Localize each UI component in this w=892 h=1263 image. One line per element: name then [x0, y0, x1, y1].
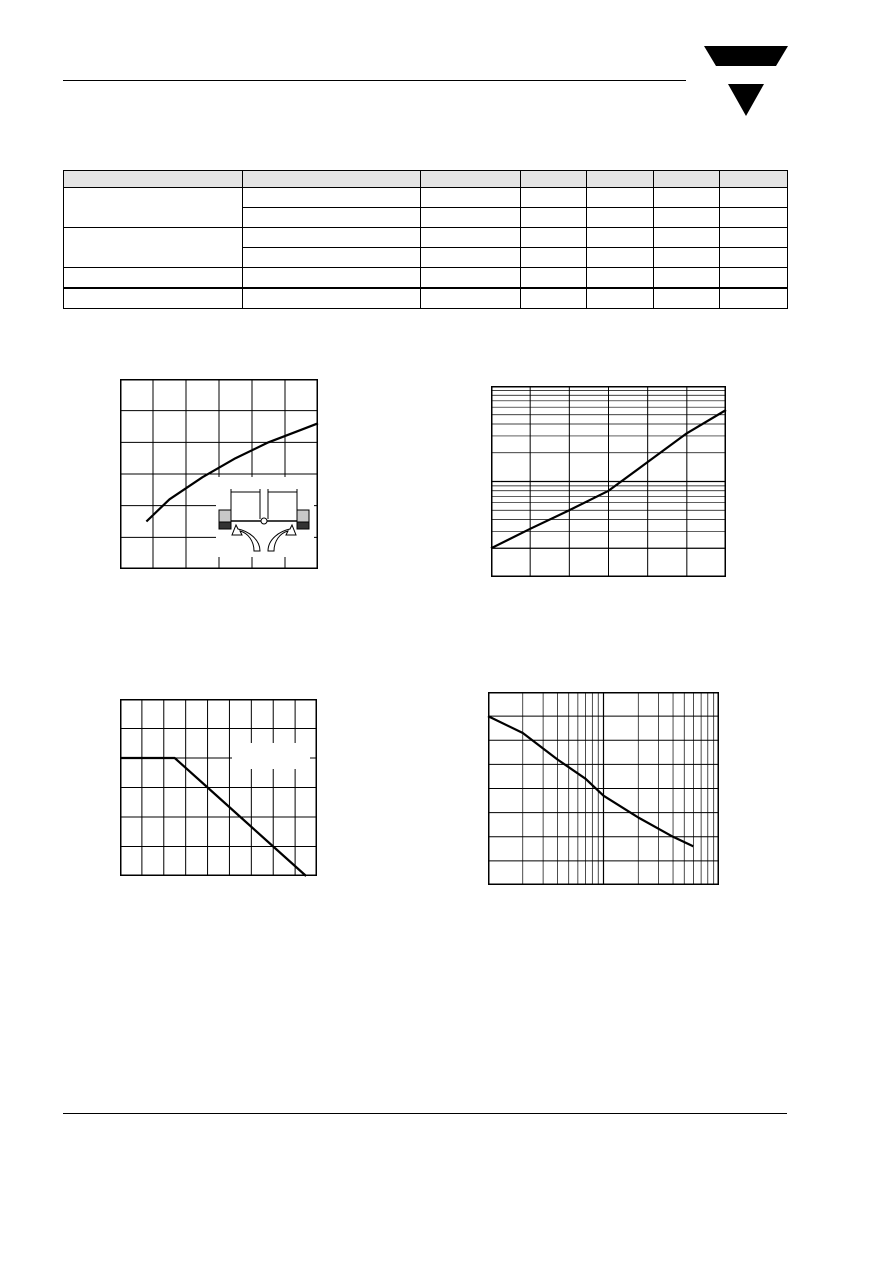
header-rule — [63, 80, 686, 81]
table-row — [64, 268, 788, 289]
pad-right-base — [297, 522, 309, 529]
table-row — [64, 288, 788, 309]
spec-table — [63, 170, 788, 309]
table-row — [64, 228, 788, 248]
chart-4 — [488, 692, 719, 885]
chart-3 — [120, 699, 317, 876]
chart-2 — [491, 386, 726, 577]
footer-rule — [63, 1113, 787, 1114]
data-series-line — [488, 716, 693, 846]
pad-right — [297, 510, 309, 522]
pad-left-base — [219, 522, 231, 529]
vishay-triangle-logo-icon — [704, 46, 788, 116]
chart-1 — [120, 379, 318, 569]
table-header-row — [64, 171, 788, 188]
legend-box — [232, 743, 310, 769]
component-body — [261, 518, 267, 524]
pad-left — [219, 510, 231, 522]
table-row — [64, 188, 788, 208]
